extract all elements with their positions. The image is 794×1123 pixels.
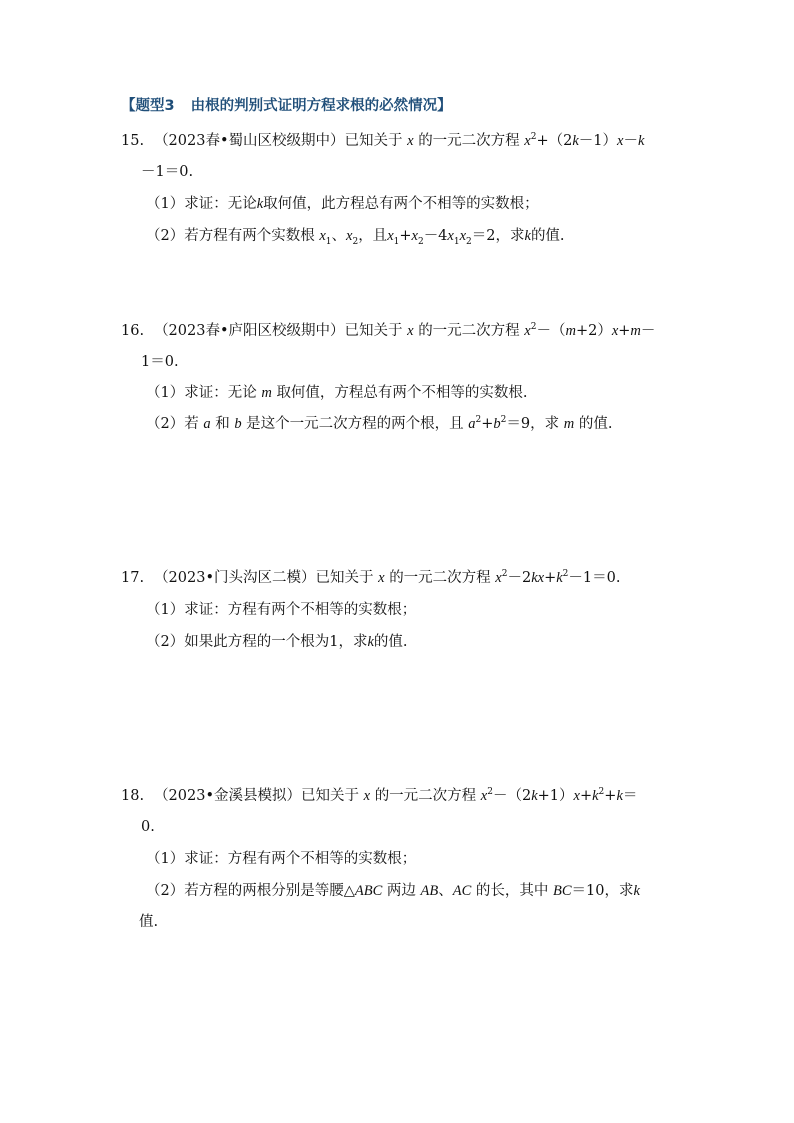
q17-stem: 17. （2023•门头沟区二模）已知关于 x 的一元二次方程 $x^2-2kx+k^2-1=0$. bbox=[121, 569, 621, 586]
q15-source: （2023春•蜀山区校级期中） bbox=[154, 133, 345, 149]
section-heading bbox=[121, 94, 452, 115]
heading-title: 由根的判别式证明方程求根的必然情况 bbox=[190, 98, 438, 114]
heading-bracket-close: 】 bbox=[437, 98, 452, 114]
q16-source: （2023春•庐阳区校级期中） bbox=[154, 323, 345, 339]
q17-source: （2023•门头沟区二模） bbox=[154, 570, 316, 586]
q15-part2: （2）若方程有两个实数根 $x_1$、$x_2$，且$x_1+x_2-4x_1x_2=2$，求k的值. bbox=[146, 228, 565, 247]
heading-tag: 题型3 bbox=[135, 98, 175, 114]
q15-number: 15. bbox=[121, 133, 145, 149]
q18-source: （2023•金溪县模拟） bbox=[154, 788, 302, 804]
q16-part2: （2）若 a 和 b 是这个一元二次方程的两个根，且 $a^2+b^2=9$，求 m 的值. bbox=[146, 415, 613, 432]
q18-part2-cont: 值. bbox=[139, 914, 159, 930]
q16-number: 16. bbox=[121, 323, 145, 339]
q18-part1: （1）求证：方程有两个不相等的实数根； bbox=[146, 851, 417, 867]
heading-bracket-open: 【 bbox=[121, 98, 136, 114]
q15-stem: 15. （2023春•蜀山区校级期中）已知关于 x 的一元二次方程 $x^2+(2k-1)x-k$ bbox=[121, 132, 645, 149]
q16-stem: 16. （2023春•庐阳区校级期中）已知关于 x 的一元二次方程 $x^2-(m+2)x+m-$ bbox=[121, 322, 656, 339]
q18-stem-cont: 0. bbox=[141, 819, 155, 835]
q15-part1: （1）求证：无论k取何值，此方程总有两个不相等的实数根； bbox=[146, 196, 539, 212]
q18-part2: （2）若方程的两根分别是等腰△ABC 两边 AB、AC 的长，其中 BC＝10，求k bbox=[146, 883, 640, 899]
q15-stem-cont: －1＝0. bbox=[141, 164, 194, 180]
q17-number: 17. bbox=[121, 570, 145, 586]
q17-part2: （2）如果此方程的一个根为1，求k的值. bbox=[146, 634, 408, 650]
q16-stem-cont: 1＝0. bbox=[141, 354, 179, 370]
q16-part1: （1）求证：无论 m 取何值，方程总有两个不相等的实数根. bbox=[146, 385, 528, 401]
q18-number: 18. bbox=[121, 788, 145, 804]
q17-part1: （1）求证：方程有两个不相等的实数根； bbox=[146, 602, 417, 618]
q18-stem: 18. （2023•金溪县模拟）已知关于 x 的一元二次方程 $x^2-(2k+1)x+k^2+k=$ bbox=[121, 787, 638, 804]
